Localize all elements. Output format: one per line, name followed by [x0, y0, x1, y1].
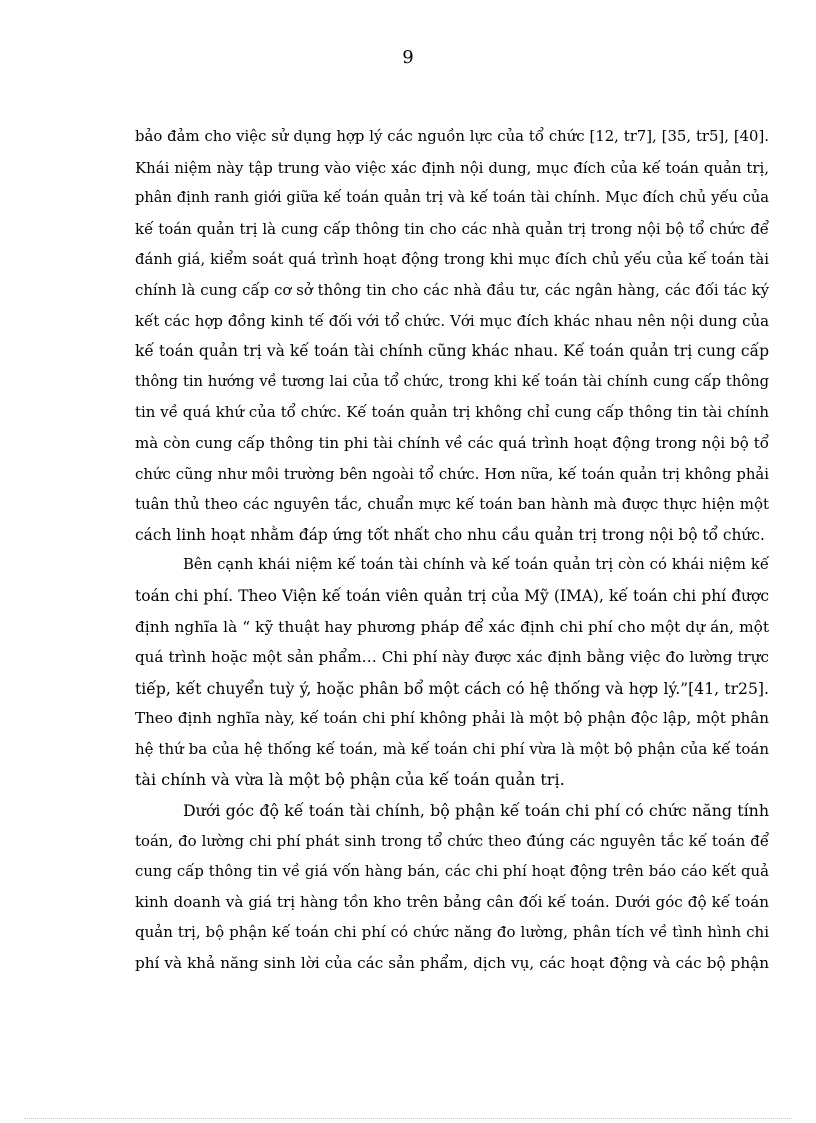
text-line: cung cấp thông tin về giá vốn hàng bán, các chi phí hoạt động trên báo cáo kết quả: [135, 862, 769, 881]
text-line: quản trị, bộ phận kế toán chi phí có chức năng đo lường, phân tích về tình hình chi: [135, 923, 769, 942]
paragraph-2: [135, 556, 769, 801]
body-text: [135, 128, 769, 985]
text-line: tài chính và vừa là một bộ phận của kế toán quản trị.: [135, 770, 565, 790]
text-line: cách linh hoạt nhằm đáp ứng tốt nhất cho nhu cầu quản trị trong nội bộ tổ chức.: [135, 525, 765, 544]
text-line: hệ thứ ba của hệ thống kế toán, mà kế toán chi phí vừa là một bộ phận của kế toán: [135, 739, 769, 758]
paragraph-3: [135, 801, 769, 985]
text-line: Bên cạnh khái niệm kế toán tài chính và kế toán quản trị còn có khái niệm kế: [183, 556, 769, 574]
text-line: mà còn cung cấp thông tin phi tài chính về các quá trình hoạt động trong nội bộ tổ: [135, 433, 769, 452]
text-line: bảo đảm cho việc sử dụng hợp lý các nguồn lực của tổ chức [12, tr7], [35, tr5], [40].: [135, 128, 769, 145]
text-line: định nghĩa là “ kỹ thuật hay phương pháp để xác định chi phí cho một dự án, một: [135, 617, 769, 636]
text-line: kinh doanh và giá trị hàng tồn kho trên bảng cân đối kế toán. Dưới góc độ kế toán: [135, 892, 769, 911]
text-line: kết các hợp đồng kinh tế đối với tổ chức. Với mục đích khác nhau nên nội dung của: [135, 311, 769, 330]
text-line: tin về quá khứ của tổ chức. Kế toán quản trị không chỉ cung cấp thông tin tài chính: [135, 403, 769, 422]
text-line: chức cũng như môi trường bên ngoài tổ chức. Hơn nữa, kế toán quản trị không phải: [135, 464, 769, 483]
text-line: Khái niệm này tập trung vào việc xác định nội dung, mục đích của kế toán quản trị,: [135, 158, 769, 177]
paragraph-1: [135, 128, 769, 556]
text-line: kế toán quản trị và kế toán tài chính cũng khác nhau. Kế toán quản trị cung cấp: [135, 342, 769, 361]
page-number: 9: [402, 47, 414, 68]
text-line: phí và khả năng sinh lời của các sản phẩm, dịch vụ, các hoạt động và các bộ phận: [135, 954, 769, 973]
text-line: phân định ranh giới giữa kế toán quản trị và kế toán tài chính. Mục đích chủ yếu của: [135, 189, 769, 207]
text-line: tuân thủ theo các nguyên tắc, chuẩn mực kế toán ban hành mà được thực hiện một: [135, 495, 769, 514]
page-bottom-divider: [24, 1118, 792, 1119]
text-line: thông tin hướng về tương lai của tổ chức, trong khi kế toán tài chính cung cấp thông: [135, 372, 769, 390]
text-line: Dưới góc độ kế toán tài chính, bộ phận kế toán chi phí có chức năng tính: [183, 801, 769, 821]
text-line: chính là cung cấp cơ sở thông tin cho các nhà đầu tư, các ngân hàng, các đối tác ký: [135, 280, 769, 299]
text-line: toán, đo lường chi phí phát sinh trong tổ chức theo đúng các nguyên tắc kế toán để: [135, 831, 769, 850]
text-line: kế toán quản trị là cung cấp thông tin cho các nhà quản trị trong nội bộ tổ chức để: [135, 219, 769, 238]
text-line: toán chi phí. Theo Viện kế toán viên quản trị của Mỹ (IMA), kế toán chi phí được: [135, 586, 769, 605]
text-line: quá trình hoặc một sản phẩm… Chi phí này được xác định bằng việc đo lường trực: [135, 648, 769, 667]
text-line: tiếp, kết chuyển tuỳ ý, hoặc phân bổ một cách có hệ thống và hợp lý.”[41, tr25].: [135, 678, 769, 698]
text-line: Theo định nghĩa này, kế toán chi phí không phải là một bộ phận độc lập, một phân: [135, 709, 769, 728]
text-line: đánh giá, kiểm soát quá trình hoạt động trong khi mục đích chủ yếu của kế toán tài: [135, 250, 769, 269]
